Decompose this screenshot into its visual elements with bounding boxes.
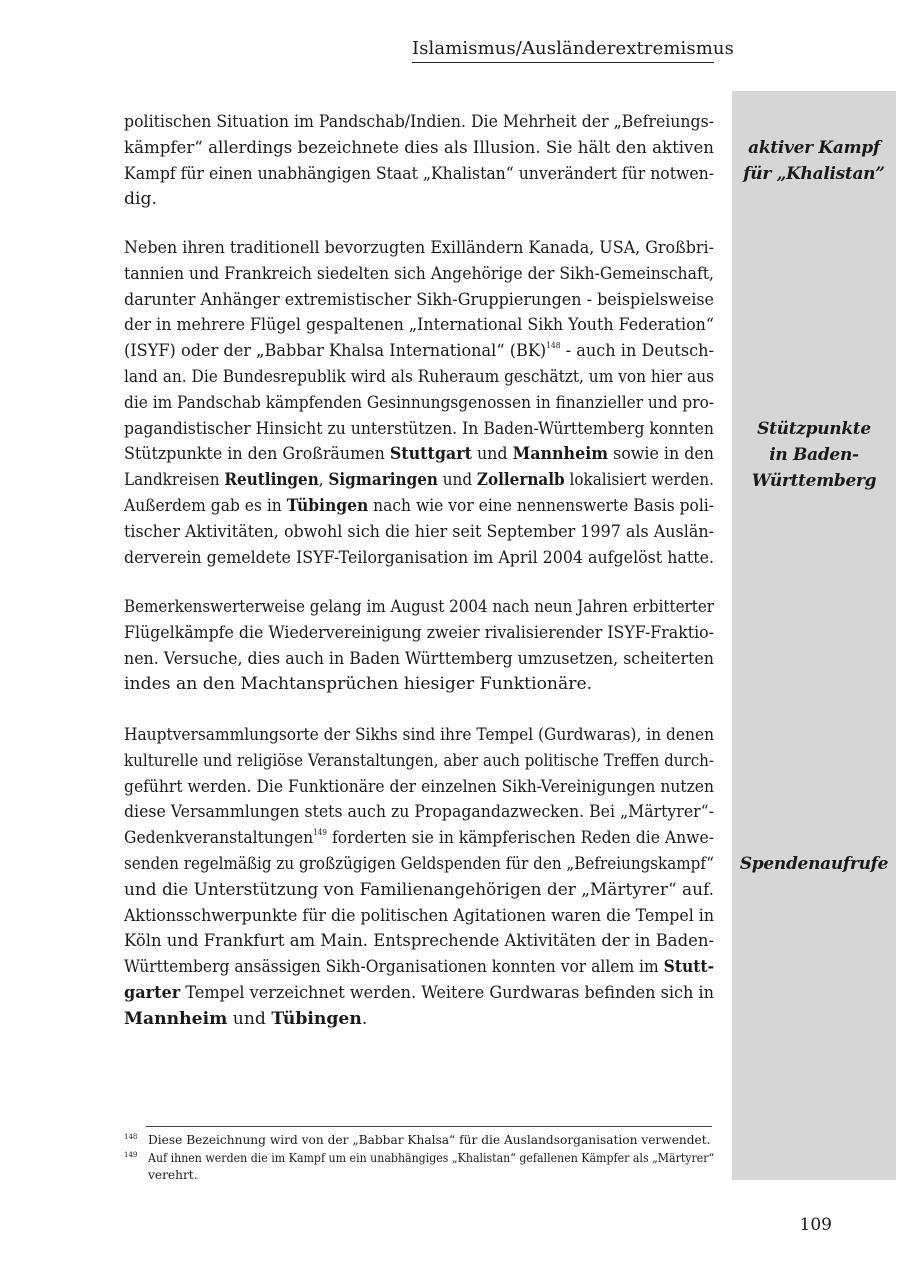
text-line — [124, 468, 714, 494]
place-stuttgart: Stutt- — [663, 957, 714, 978]
place-tuebingen: Tübingen — [271, 1008, 362, 1029]
footnote-ref-149[interactable]: 149 — [313, 828, 328, 838]
text-line — [124, 1007, 367, 1033]
place-mannheim: Mannheim — [512, 444, 609, 465]
text-line: Hauptversammlungsorte der Sikhs sind ihre Tempel (Gurdwaras), in denen — [124, 725, 714, 745]
text-line — [124, 826, 714, 852]
text-run: Gedenkveranstaltungen — [124, 828, 314, 849]
text-line: senden regelmäßig zu großzügigen Geldspenden für den „Befreiungskampf“ — [124, 853, 714, 874]
text-run: Tempel verzeichnet werden. Weitere Gurdwaras befinden sich in — [180, 982, 714, 1003]
text-line: land an. Die Bundesrepublik wird als Ruheraum geschätzt, um von hier aus — [124, 366, 714, 387]
text-line: politischen Situation im Pandschab/Indien. Die Mehrheit der „Befreiungs- — [124, 112, 714, 132]
running-header — [412, 38, 734, 63]
text-line — [124, 442, 714, 468]
text-line: darunter Anhänger extremistischer Sikh-Gruppierungen - beispielsweise — [124, 289, 714, 310]
text-run: (ISYF) oder der „Babbar Khalsa International“ (BK) — [124, 341, 547, 362]
text-line: Kampf für einen unabhängigen Staat „Khalistan“ unverändert für notwen- — [124, 163, 714, 184]
text-run: forderten sie in kämpferischen Reden die Anwe- — [327, 828, 714, 849]
marginal-note-line: in Baden- — [769, 445, 859, 465]
text-line — [124, 339, 714, 365]
place-zollernalb: Zollernalb — [476, 470, 565, 491]
marginal-note-line: für „Khalistan” — [743, 164, 885, 184]
text-line: dig. — [124, 189, 157, 210]
text-line — [124, 494, 714, 520]
place-stuttgart: Stuttgart — [389, 444, 472, 465]
marginal-note-spendenaufrufe — [732, 851, 896, 877]
text-line: diese Versammlungen stets auch zu Propagandazwecken. Bei „Märtyrer“- — [124, 802, 714, 823]
text-run: Außerdem gab es in — [124, 495, 287, 516]
text-line: Bemerkenswerterweise gelang im August 2004 nach neun Jahren erbitterter — [124, 597, 714, 617]
footnote-number: 148 — [124, 1133, 138, 1141]
text-line: der in mehrere Flügel gespaltenen „International Sikh Youth Federation“ — [124, 315, 714, 336]
text-run: Landkreisen — [124, 470, 225, 491]
footnote-line: Auf ihnen werden die im Kampf um ein unabhängiges „Khalistan“ gefallenen Kämpfer als „Märtyrer“ — [148, 1151, 715, 1165]
text-line: die im Pandschab kämpfenden Gesinnungsgenossen in finanzieller und pro- — [124, 392, 714, 413]
paragraph-3 — [124, 595, 714, 698]
footnote-number: 149 — [124, 1151, 138, 1159]
paragraph-1 — [124, 110, 714, 213]
text-line: Aktionsschwerpunkte für die politischen Agitationen waren die Tempel in — [124, 905, 714, 926]
text-line: pagandistischer Hinsicht zu unterstützen. In Baden-Württemberg konnten — [124, 418, 714, 439]
place-mannheim: Mannheim — [124, 1008, 228, 1029]
page-number: 109 — [799, 1215, 832, 1235]
text-run: Stützpunkte in den Großräumen — [124, 444, 390, 465]
text-run: sowie in den — [608, 444, 714, 465]
text-line: derverein gemeldete ISYF-Teilorganisation im April 2004 aufgelöst hatte. — [124, 547, 714, 568]
text-run: nach wie vor eine nennenswerte Basis poli- — [368, 495, 714, 516]
text-line: Neben ihren traditionell bevorzugten Exilländern Kanada, USA, Großbri- — [124, 238, 714, 258]
text-line: kämpfer“ allerdings bezeichnete dies als Illusion. Sie hält den aktiven — [124, 137, 714, 158]
footnote-text — [148, 1150, 714, 1184]
place-reutlingen: Reutlingen — [224, 470, 319, 491]
text-run: und — [437, 470, 477, 491]
footnote-ref-148[interactable]: 148 — [546, 341, 561, 351]
text-line: geführt werden. Die Funktionäre der einzelnen Sikh-Vereinigungen nutzen — [124, 776, 714, 797]
text-line: indes an den Machtansprüchen hiesiger Funktionäre. — [124, 674, 593, 695]
marginal-note-line: aktiver Kampf — [748, 138, 880, 158]
text-run: - auch in Deutsch- — [560, 341, 714, 362]
text-run: Württemberg ansässigen Sikh-Organisationen konnten vor allem im — [124, 957, 664, 978]
text-run: , — [318, 470, 329, 491]
marginal-note-line: Württemberg — [751, 471, 877, 491]
place-stuttgart: garter — [124, 982, 181, 1003]
text-run: lokalisiert werden. — [564, 470, 714, 491]
marginal-note-line: Spendenaufrufe — [739, 854, 889, 874]
text-line — [124, 955, 714, 981]
text-line: tannien und Frankreich siedelten sich Angehörige der Sikh-Gemeinschaft, — [124, 263, 714, 284]
place-sigmaringen: Sigmaringen — [328, 470, 438, 491]
text-run: . — [361, 1008, 368, 1029]
marginal-note-khalistan — [732, 135, 896, 187]
footnote-separator — [146, 1126, 712, 1127]
marginal-note-stuetzpunkte — [732, 416, 896, 494]
text-line: Flügelkämpfe die Wiedervereinigung zweier rivalisierender ISYF-Fraktio- — [124, 622, 714, 643]
margin-sidebar — [732, 91, 896, 1180]
footnote-line: verehrt. — [148, 1168, 198, 1182]
running-header-title: Islamismus/Ausländerextremismus — [412, 38, 734, 59]
place-tuebingen: Tübingen — [286, 495, 369, 516]
paragraph-4 — [124, 723, 714, 1033]
footnote-text: Diese Bezeichnung wird von der „Babbar Khalsa“ für die Auslandsorganisation verwendet. — [148, 1133, 711, 1147]
paragraph-2 — [124, 236, 714, 571]
text-line — [124, 981, 714, 1007]
text-run: und — [227, 1008, 272, 1029]
text-line: nen. Versuche, dies auch in Baden Württemberg umzusetzen, scheiterten — [124, 648, 714, 669]
text-line: kulturelle und religiöse Veranstaltungen, aber auch politische Treffen durch- — [124, 750, 714, 771]
text-run: und — [471, 444, 513, 465]
marginal-note-line: Stützpunkte — [757, 419, 871, 439]
text-line: und die Unterstützung von Familienangehörigen der „Märtyrer“ auf. — [124, 879, 714, 900]
text-line: tischer Aktivitäten, obwohl sich die hier seit September 1997 als Auslän- — [124, 521, 714, 542]
text-line: Köln und Frankfurt am Main. Entsprechende Aktivitäten der in Baden- — [124, 931, 714, 952]
